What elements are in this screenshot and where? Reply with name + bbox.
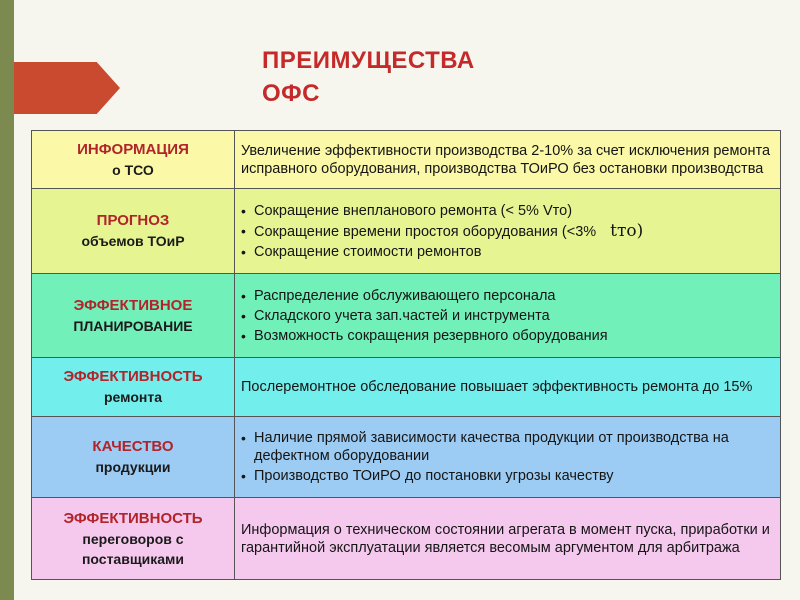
bullet-item: • Сокращение стоимости ремонтов [241, 243, 774, 261]
bullet-list [241, 429, 774, 485]
tto-formula: tто) [610, 220, 644, 241]
bullet-item: • Сокращение внепланового ремонта (< 5% Vто) [241, 202, 774, 220]
row-label [32, 416, 235, 498]
bullet-item: • Сокращение времени простоя оборудования (<3% tто) [241, 222, 774, 241]
row-label-sub: объемов ТОиР [81, 233, 185, 250]
row-label-main: ПРОГНОЗ [96, 212, 170, 230]
row-content: Послеремонтное обследование повышает эффективность ремонта до 15% [235, 358, 781, 416]
slide-title: ПРЕИМУЩЕСТВА ОФС [262, 47, 475, 107]
table-row-forecast [32, 189, 781, 274]
row-label-main: ЭФФЕКТИВНОСТЬ [63, 367, 203, 385]
row-label [32, 131, 235, 189]
table-row-information [32, 131, 781, 189]
bullet-item: • Наличие прямой зависимости качества продукции от производства на дефектном оборудовании [241, 429, 774, 465]
bullet-list [241, 202, 774, 261]
row-label-main: ЭФФЕКТИВНОСТЬ [63, 509, 203, 527]
row-label [32, 358, 235, 416]
table-row-quality [32, 416, 781, 498]
bullet-item: • Возможность сокращения резервного оборудования [241, 327, 774, 345]
row-content: Информация о техническом состоянии агрегата в момент пуска, приработки и гарантийной эксплуатации является весомым аргументом для арбитража [235, 498, 781, 580]
row-content: Увеличение эффективности производства 2-10% за счет исключения ремонта исправного оборудования, производства ТОиРО без остановки производства [235, 131, 781, 189]
row-label-sub: продукции [95, 458, 171, 475]
table-row-repair-efficiency [32, 358, 781, 416]
row-label-main: ИНФОРМАЦИЯ [77, 140, 189, 158]
row-label-main: КАЧЕСТВО [92, 437, 174, 455]
row-content [235, 189, 781, 274]
bullet-item: • Распределение обслуживающего персонала [241, 287, 774, 305]
bullet-item: • Складского учета зап.частей и инструмента [241, 307, 774, 325]
bullet-item: • Производство ТОиРО до постановки угрозы качеству [241, 467, 774, 485]
row-label [32, 274, 235, 358]
table-row-negotiation [32, 498, 781, 580]
row-label [32, 189, 235, 274]
table-row-planning [32, 274, 781, 358]
advantages-table [31, 130, 781, 580]
bullet-list [241, 287, 774, 345]
row-label [32, 498, 235, 580]
row-content [235, 416, 781, 498]
row-label-main: ЭФФЕКТИВНОЕ [73, 296, 193, 314]
row-label-sub: ремонта [104, 388, 162, 405]
row-label-sub: ПЛАНИРОВАНИЕ [73, 317, 193, 334]
row-label-sub: о ТСО [112, 161, 154, 178]
row-content [235, 274, 781, 358]
row-label-sub: переговоров с поставщиками [81, 530, 185, 567]
